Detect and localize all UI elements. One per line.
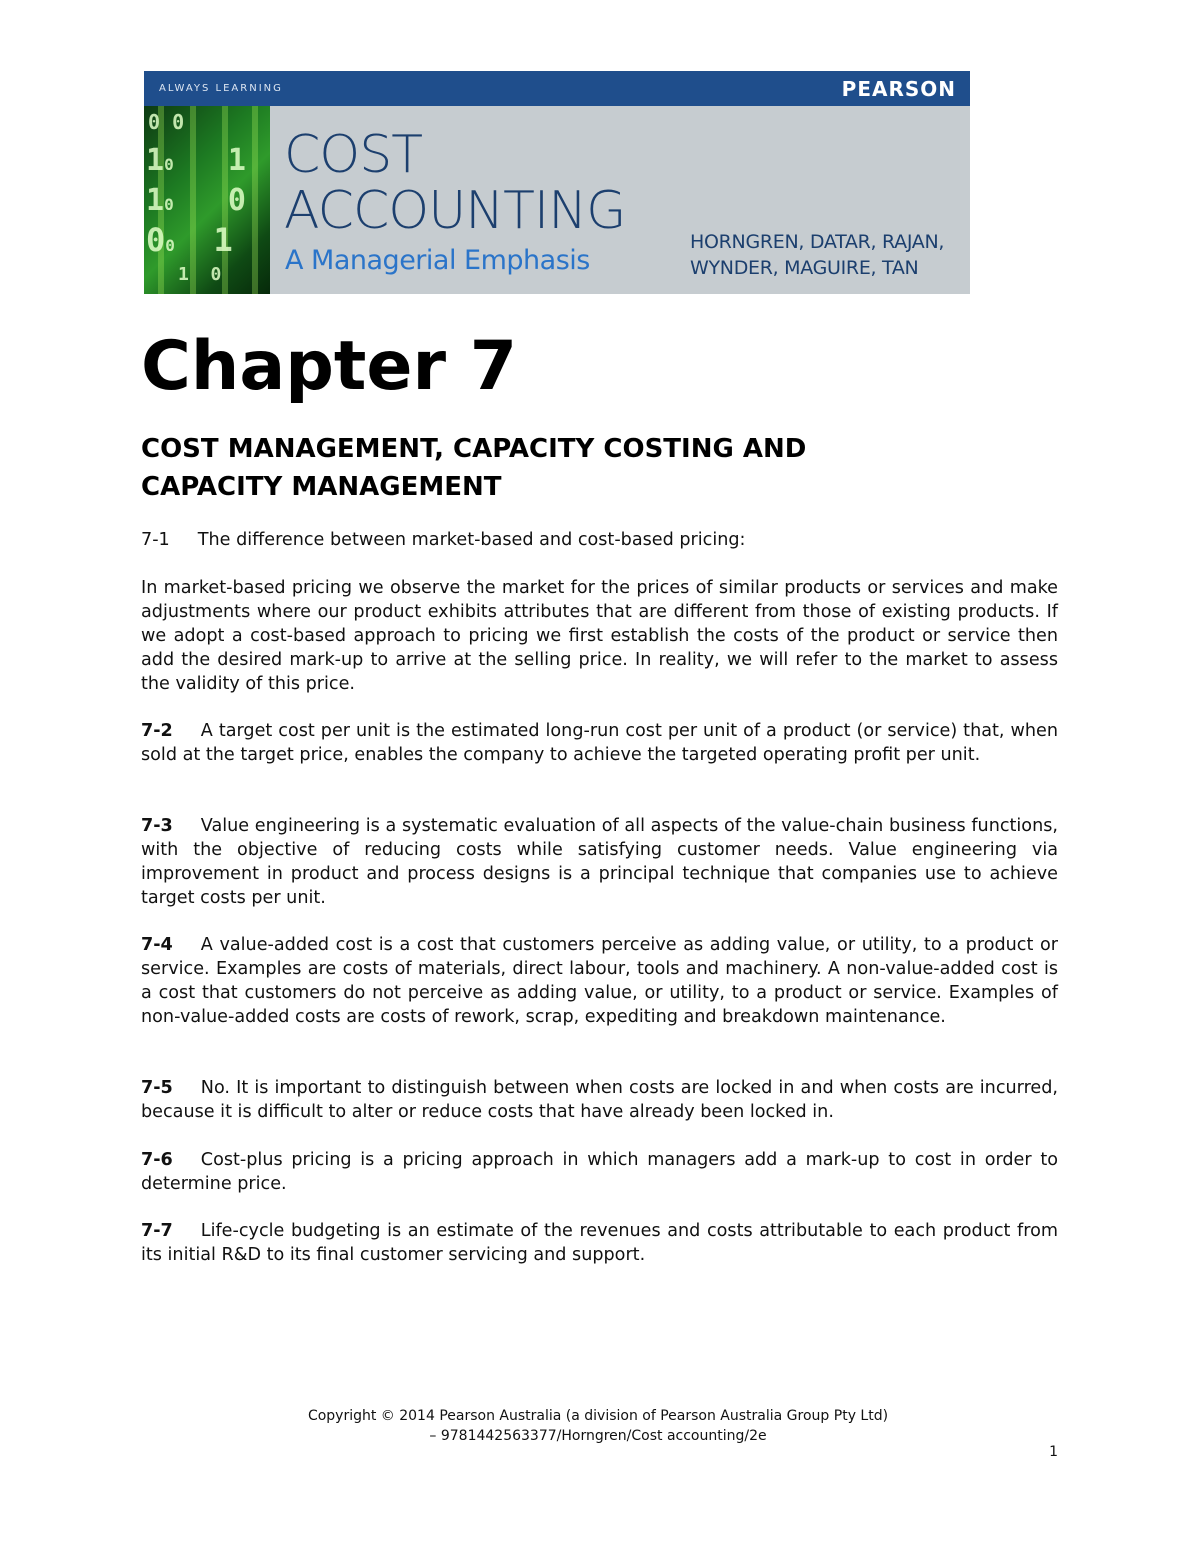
question-number: 7-1 — [141, 530, 170, 550]
question-7-7 — [141, 1219, 1058, 1267]
chapter-heading — [141, 430, 1001, 506]
question-number: 7-5 — [141, 1078, 173, 1098]
authors-line1: HORNGREN, DATAR, RAJAN, — [690, 231, 945, 253]
question-7-1-answer: In market-based pricing we observe the market for the prices of similar products or services and make adjustments where our product exhibits attributes that are different from those of existing products. If we adopt a cost-based approach to pricing we first establish the costs of the product or service then add the desired mark-up to arrive at the selling price. In reality, we will refer to the market to assess the validity of this price. — [141, 578, 1058, 694]
book-title-line1: COST — [284, 125, 423, 185]
book-authors — [690, 229, 944, 281]
chapter-title: Chapter 7 — [141, 327, 518, 406]
question-7-6 — [141, 1148, 1058, 1196]
question-number: 7-6 — [141, 1150, 173, 1170]
question-answer: No. It is important to distinguish between when costs are locked in and when costs are incurred, because it is difficult to alter or reduce costs that have already been locked in. — [141, 1078, 1058, 1122]
binary-code-image: 0 0 10 1 10 0 00 1 1 0 — [144, 106, 270, 294]
question-answer: Life-cycle budgeting is an estimate of the revenues and costs attributable to each product from its initial R&D to its final customer servicing and support. — [141, 1221, 1058, 1265]
publisher-logo: PEARSON — [841, 77, 956, 101]
banner-tagline: ALWAYS LEARNING — [159, 83, 283, 94]
copyright-notice: Copyright © 2014 Pearson Australia (a division of Pearson Australia Group Pty Ltd) — [307, 1408, 889, 1424]
book-subtitle: A Managerial Emphasis — [285, 245, 590, 276]
question-answer: Value engineering is a systematic evaluation of all aspects of the value-chain business functions, with the objective of reducing costs while satisfying customer needs. Value engineering via improvement in product and process designs is a principal technique that companies use to achieve target costs per unit. — [141, 816, 1058, 908]
page-number: 1 — [1049, 1444, 1058, 1460]
question-number: 7-2 — [141, 721, 173, 741]
page-footer — [200, 1406, 996, 1446]
question-intro: The difference between market-based and cost-based pricing: — [197, 530, 746, 550]
question-answer: Cost-plus pricing is a pricing approach in which managers add a mark-up to cost in order to determine price. — [141, 1150, 1058, 1194]
question-number: 7-4 — [141, 935, 173, 955]
question-7-5 — [141, 1076, 1058, 1124]
chapter-heading-line2: CAPACITY MANAGEMENT — [141, 472, 502, 502]
question-number: 7-7 — [141, 1221, 173, 1241]
question-7-2 — [141, 719, 1058, 767]
question-7-1-intro — [141, 528, 1058, 552]
question-number: 7-3 — [141, 816, 173, 836]
authors-line2: WYNDER, MAGUIRE, TAN — [690, 257, 919, 279]
question-7-4 — [141, 933, 1058, 1029]
banner-top-bar — [144, 71, 970, 106]
book-title-line2: ACCOUNTING — [284, 181, 626, 241]
isbn-line: – 9781442563377/Horngren/Cost accounting/2e — [429, 1428, 767, 1444]
book-title — [284, 127, 625, 239]
question-answer: A value-added cost is a cost that customers perceive as adding value, or utility, to a product or service. Examples are costs of materials, direct labour, tools and machinery. A non-value-added cost is a cost that customers do not perceive as adding value, or utility, to a product or service. Examples of non-value-added costs are costs of rework, scrap, expediting and breakdown maintenance. — [141, 935, 1058, 1027]
book-cover-banner — [144, 71, 970, 294]
chapter-heading-line1: COST MANAGEMENT, CAPACITY COSTING AND — [141, 434, 807, 464]
question-7-3 — [141, 814, 1058, 910]
question-answer: A target cost per unit is the estimated long-run cost per unit of a product (or service) that, when sold at the target price, enables the company to achieve the targeted operating profit per unit. — [141, 721, 1058, 765]
